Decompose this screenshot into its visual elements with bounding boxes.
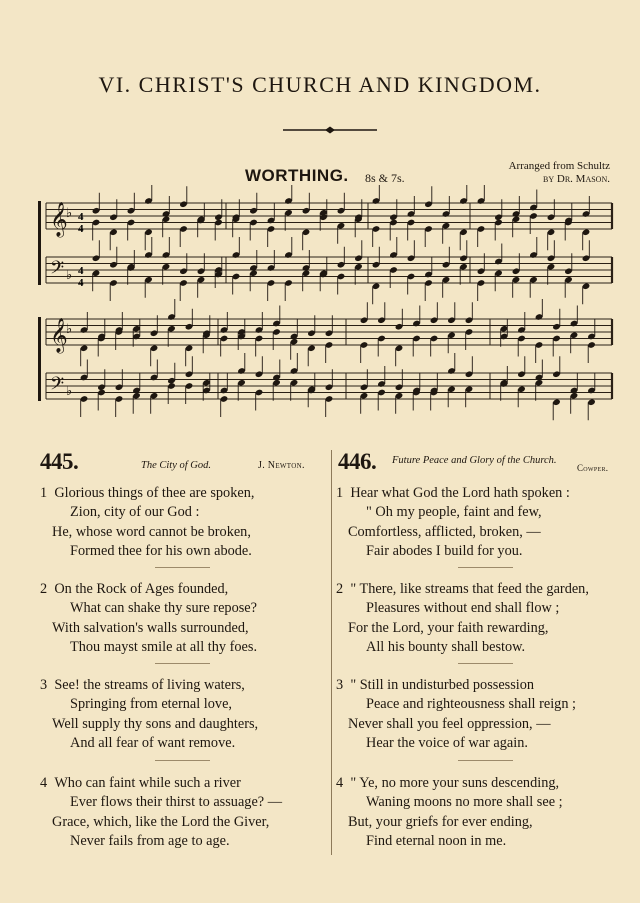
stanza-line: Thou mayst smile at all thy foes. bbox=[70, 638, 258, 655]
tune-arranger bbox=[470, 160, 610, 186]
time-signature-bottom-2: 4 bbox=[78, 277, 84, 289]
music-score bbox=[0, 185, 640, 445]
stanza-line: He, whose word cannot be broken, bbox=[52, 523, 251, 540]
flat-sign: ♭ bbox=[66, 322, 73, 337]
stanza-separator bbox=[155, 760, 210, 761]
hymn-445-stanza-4 bbox=[40, 774, 282, 851]
system-bracket bbox=[38, 317, 41, 401]
stanza-line: " Ye, no more your suns descending, bbox=[350, 775, 560, 791]
stanza-number: 1 bbox=[40, 485, 48, 501]
stanza-line: Pleasures without end shall flow ; bbox=[366, 600, 560, 617]
stanza-line: But, your griefs for ever ending, bbox=[348, 813, 533, 830]
stanza-number: 1 bbox=[336, 485, 344, 501]
stanza-number: 3 bbox=[40, 677, 48, 693]
bass-clef: 𝄢 bbox=[50, 374, 65, 399]
flat-sign: ♭ bbox=[66, 384, 73, 399]
stanza-separator bbox=[458, 567, 513, 568]
arranger-line-1: Arranged from Schultz bbox=[508, 160, 610, 172]
stanza-number: 4 bbox=[40, 775, 48, 791]
stanza-line: Zion, city of our God : bbox=[70, 504, 200, 521]
stanza-line: Waning moons no more shall see ; bbox=[366, 794, 563, 811]
stanza-line: Glorious things of thee are spoken, bbox=[54, 485, 255, 501]
hymn-445-number: 445. bbox=[40, 449, 79, 474]
system-bracket bbox=[38, 201, 41, 285]
stanza-line: For the Lord, your faith rewarding, bbox=[348, 619, 549, 636]
ornament-divider bbox=[283, 125, 377, 135]
stanza-line: See! the streams of living waters, bbox=[54, 677, 245, 693]
hymn-445-title: The City of God. bbox=[141, 460, 211, 471]
stanza-line: With salvation's walls surrounded, bbox=[52, 619, 249, 636]
stanza-line: On the Rock of Ages founded, bbox=[54, 581, 229, 597]
flat-sign: ♭ bbox=[66, 268, 73, 283]
time-signature-top-1: 4 bbox=[78, 211, 84, 223]
hymn-446-number: 446. bbox=[338, 449, 377, 474]
hymn-446-stanza-4 bbox=[336, 774, 563, 851]
hymn-446-title: Future Peace and Glory of the Church. bbox=[392, 455, 557, 466]
bass-clef: 𝄢 bbox=[50, 258, 65, 283]
stanza-line: Fair abodes I build for you. bbox=[366, 542, 523, 559]
stanza-number: 3 bbox=[336, 677, 344, 693]
stanza-line: Peace and righteousness shall reign ; bbox=[366, 696, 577, 713]
stanza-line: Who can faint while such a river bbox=[54, 775, 241, 791]
stanza-line: " There, like streams that feed the garden, bbox=[350, 581, 589, 597]
stanza-line: What can shake thy sure repose? bbox=[70, 600, 257, 617]
column-divider bbox=[331, 450, 332, 855]
stanza-line: Ever flows their thirst to assuage? — bbox=[70, 794, 283, 811]
hymn-445-stanza-2 bbox=[40, 580, 257, 657]
hymn-445-stanza-1 bbox=[40, 484, 254, 561]
stanza-number: 4 bbox=[336, 775, 344, 791]
hymn-446-author: Cowper. bbox=[577, 463, 609, 473]
stanza-line: Never shall you feel oppression, — bbox=[348, 715, 551, 732]
hymn-446-stanza-2 bbox=[336, 580, 589, 657]
stanza-separator bbox=[458, 760, 513, 761]
stanza-line: Formed thee for his own abode. bbox=[70, 542, 252, 559]
stanza-line: Find eternal noon in me. bbox=[366, 832, 507, 849]
stanza-line: All his bounty shall bestow. bbox=[366, 638, 526, 655]
tune-name: WORTHING. bbox=[245, 166, 349, 185]
stanza-line: Springing from eternal love, bbox=[70, 696, 232, 713]
stanza-line: " Still in undisturbed possession bbox=[350, 677, 535, 693]
hymn-446-stanza-1 bbox=[336, 484, 570, 561]
time-signature-bottom-1: 4 bbox=[78, 223, 84, 235]
time-signature-top-2: 4 bbox=[78, 265, 84, 277]
stanza-line: Hear the voice of war again. bbox=[366, 734, 528, 751]
hymn-445-stanza-3 bbox=[40, 676, 258, 753]
stanza-line: Grace, which, like the Lord the Giver, bbox=[52, 813, 270, 830]
stanza-number: 2 bbox=[336, 581, 344, 597]
stanza-line: Never fails from age to age. bbox=[70, 832, 230, 849]
flat-sign: ♭ bbox=[66, 206, 73, 221]
stanza-separator bbox=[155, 567, 210, 568]
stanza-separator bbox=[155, 663, 210, 664]
stanza-line: Hear what God the Lord hath spoken : bbox=[350, 485, 570, 501]
hymn-446-stanza-3 bbox=[336, 676, 576, 753]
stanza-line: Comfortless, afflicted, broken, — bbox=[348, 523, 541, 540]
stanza-separator bbox=[458, 663, 513, 664]
treble-clef: 𝄞 bbox=[50, 318, 68, 353]
stanza-number: 2 bbox=[40, 581, 48, 597]
arranger-line-2: by Dr. Mason. bbox=[543, 173, 610, 185]
section-title: VI. CHRIST'S CHURCH AND KINGDOM. bbox=[98, 72, 542, 97]
stanza-line: And all fear of want remove. bbox=[70, 734, 236, 751]
hymn-445-author: J. Newton. bbox=[258, 460, 305, 471]
tune-meter: 8s & 7s. bbox=[365, 171, 405, 185]
stanza-line: " Oh my people, faint and few, bbox=[366, 504, 542, 521]
stanza-line: Well supply thy sons and daughters, bbox=[52, 715, 259, 732]
treble-clef: 𝄞 bbox=[50, 202, 68, 237]
